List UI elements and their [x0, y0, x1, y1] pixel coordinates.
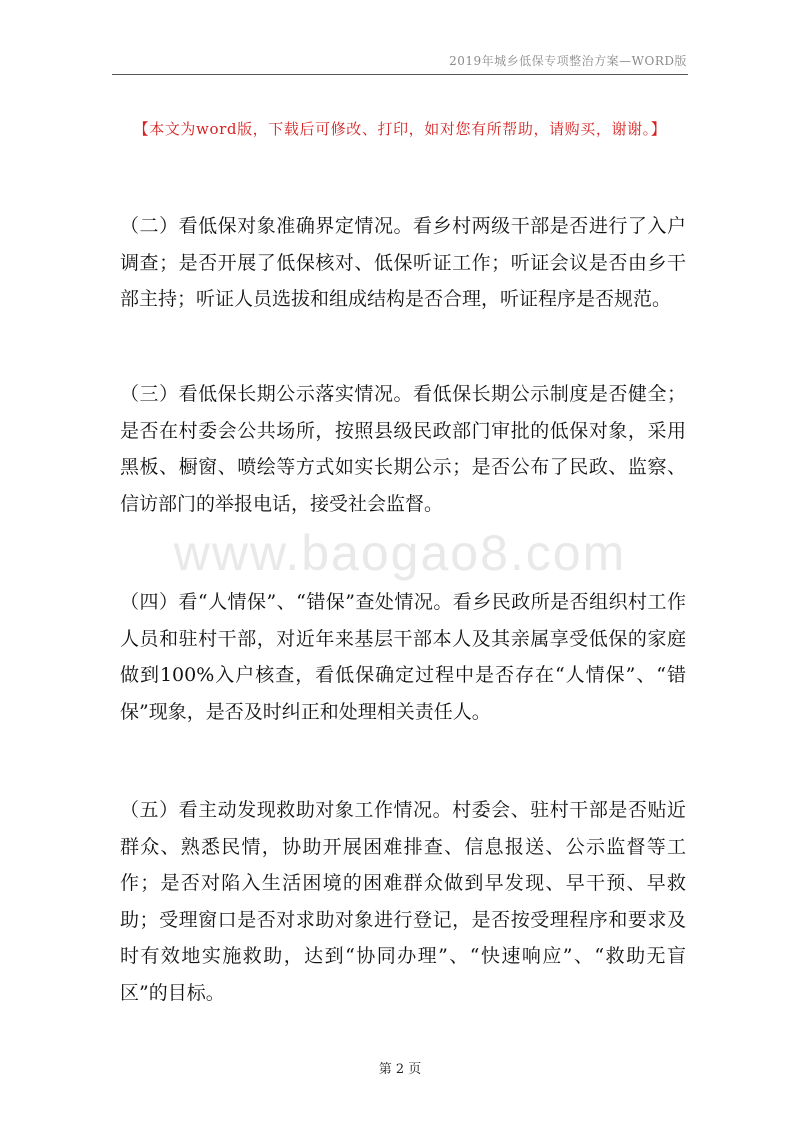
- paragraph-5: （五）看主动发现救助对象工作情况。村委会、驻村干部是否贴近群众、熟悉民情，协助开展困难排查、信息报送、公示监督等工作；是否对陷入生活困境的困难群众做到早发现、早干预、早救助；受理窗口是否对求助对象进行登记，是否按受理程序和要求及时有效地实施救助，达到“协同办理”、“快速响应”、“救助无盲区”的目标。: [120, 799, 686, 1004]
- paragraph-4: （四）看“人情保”、“错保”查处情况。看乡民政所是否组织村工作人员和驻村干部，对近年来基层干部本人及其亲属享受低保的家庭做到100%入户核查，看低保确定过程中是否存在“人情保”、“错保”现象，是否及时纠正和处理相关责任人。: [120, 591, 686, 723]
- watermark: www.baogao8.com: [173, 525, 627, 581]
- header-rule: [112, 74, 688, 75]
- running-header: 2019年城乡低保专项整治方案—WORD版: [449, 54, 687, 68]
- paragraph-3: （三）看低保长期公示落实情况。看低保长期公示制度是否健全；是否在村委会公共场所，按照县级民政部门审批的低保对象，采用黑板、橱窗、喷绘等方式如实长期公示；是否公布了民政、监察、信访部门的举报电话，接受社会监督。: [120, 383, 686, 515]
- download-notice: 【本文为word版，下载后可修改、打印，如对您有所帮助，请购买，谢谢。】: [133, 120, 667, 138]
- page-number: 第 2 页: [378, 1062, 422, 1077]
- paragraph-2: （二）看低保对象准确界定情况。看乡村两级干部是否进行了入户调查；是否开展了低保核对、低保听证工作；听证会议是否由乡干部主持；听证人员选拔和组成结构是否合理，听证程序是否规范。: [120, 215, 686, 310]
